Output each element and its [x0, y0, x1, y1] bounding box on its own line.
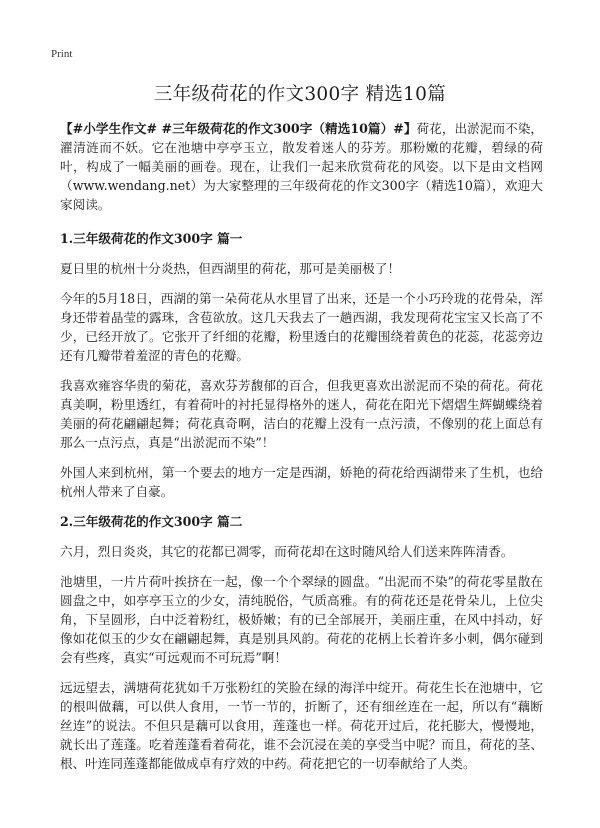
section-1-paragraph-1: 夏日里的杭州十分炎热，但西湖里的荷花，那可是美丽极了！: [60, 261, 401, 276]
section-1-paragraph-4: 外国人来到杭州，第一个要去的地方一定是西湖，娇艳的荷花给西湖带来了生机，也给杭州人带来了自豪。: [60, 465, 543, 499]
intro-paragraph: [60, 119, 543, 214]
document-body: [60, 119, 543, 784]
section-heading-1: 1.三年级荷花的作文300字 篇一: [60, 231, 243, 246]
intro-text: 荷花，出淤泥而不染，濯清涟而不妖。它在池塘中亭亭玉立，散发着迷人的芬芳。那粉嫩的花瓣，碧绿的荷叶，构成了一幅美丽的画卷。现在，让我们一起来欣赏荷花的风姿。以下是由文档网（www.wendang.net）为大家整理的三年级荷花的作文300字（精选10篇），欢迎大家阅读。: [60, 121, 543, 212]
section-heading-2: 2.三年级荷花的作文300字 篇二: [60, 514, 243, 529]
intro-tag-text: 【#小学生作文# #三年级荷花的作文300字（精选10篇）#】: [60, 121, 417, 136]
print-label[interactable]: Print: [51, 48, 73, 60]
document-title: 三年级荷花的作文300字 精选10篇: [153, 84, 447, 105]
section-2-paragraph-2: 池塘里，一片片荷叶挨挤在一起，像一个个翠绿的圆盘。“出泥而不染”的荷花零星散在圆盘之中，如亭亭玉立的少女，清纯脱俗，气质高雅。有的荷花还是花骨朵儿，上位尖角，下呈圆形，白中泛着粉红，极娇嫩；有的已全部展开，美丽庄重，在风中抖动，好像如花似玉的少女在翩翩起舞，真是别具风韵。荷花的花柄上长着许多小刺，偶尔碰到会有些疼，真实“可远观而不可玩焉”啊！: [60, 574, 543, 665]
section-2-paragraph-1: 六月，烈日炎炎，其它的花都已凋零，而荷花却在这时随风给人们送来阵阵清香。: [60, 544, 514, 559]
section-2-paragraph-3: 远远望去，满塘荷花犹如千万张粉红的笑脸在绿的海洋中绽开。荷花生长在池塘中，它的根叫做藕，可以供人食用，一节一节的，折断了，还有细丝连在一起，所以有“藕断丝连”的说法。不但只是藕可以食用，莲蓬也一样。荷花开过后，花托膨大，慢慢地，就长出了莲蓬。吃着莲蓬看着荷花，谁不会沉浸在美的享受当中呢？而且，荷花的茎、根、叶连同莲蓬都能做成卓有疗效的中药。荷花把它的一切奉献给了人类。: [60, 680, 543, 771]
section-1-paragraph-2: 今年的5月18日，西湖的第一朵荷花从水里冒了出来，还是一个小巧玲珑的花骨朵，浑身还带着晶莹的露珠，含苞欲放。这几天我去了一趟西湖，我发现荷花宝宝又长高了不少，已经开放了。它张开了纤细的花瓣，粉里透白的花瓣围绕着黄色的花蕊，花蕊旁边还有几瓣带着羞涩的青色的花瓣。: [60, 291, 543, 363]
section-1-paragraph-3: 我喜欢雍容华贵的菊花，喜欢芬芳馥郁的百合，但我更喜欢出淤泥而不染的荷花。荷花真美啊，粉里透红，有着荷叶的衬托显得格外的迷人，荷花在阳光下熠熠生辉蝴蝶绕着美丽的荷花翩翩起舞；荷花真奇啊，洁白的花瓣上没有一点污渍，不像别的花上面总有那么一点污点，真是“出淤泥而不染”！: [60, 378, 543, 450]
